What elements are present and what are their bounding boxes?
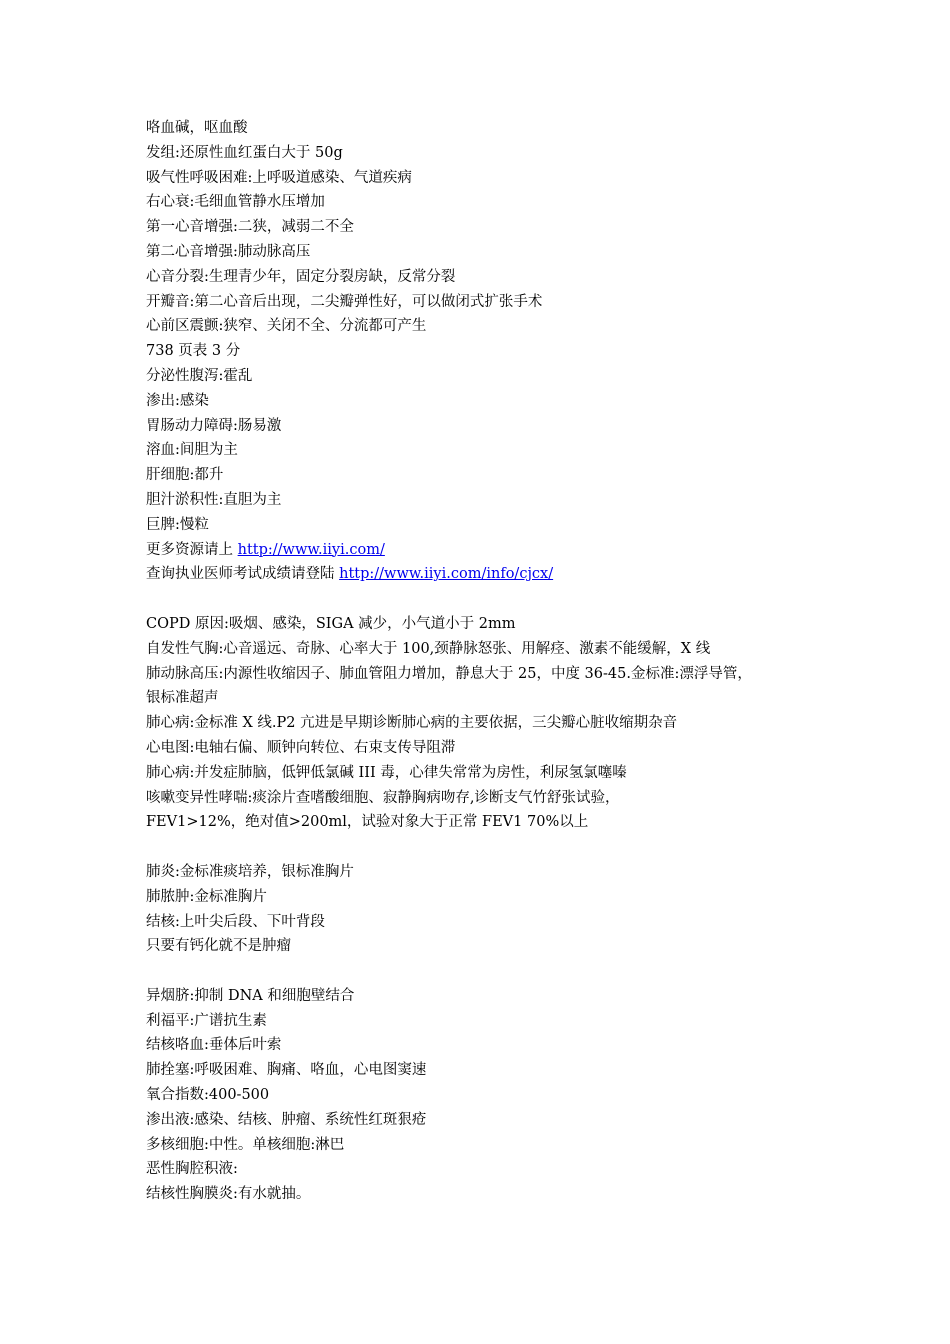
section-drugs-effusion [146,984,826,1207]
text-line: 渗出:感染 [146,392,209,409]
section-pneumonia-tb [146,860,826,959]
text-line: 第一心音增强:二狭，减弱二不全 [146,219,354,236]
text-line: 只要有钙化就不是肿瘤 [146,938,291,955]
text-line: 结核性胸膜炎:有水就抽。 [146,1186,311,1203]
text-line: 结核咯血:垂体后叶索 [146,1037,282,1054]
resource-prefix: 更多资源请上 [146,541,238,558]
text-line: 氧合指数:400-500 [146,1087,270,1104]
text-line: 第二心音增强:肺动脉高压 [146,243,311,260]
score-query-link[interactable]: http://www.iiyi.com/info/cjcx/ [339,566,554,583]
text-line: 咳嗽变异性哮喘:痰涂片查嗜酸细胞、寂静胸病吻存,诊断支气竹舒张试验， [146,789,620,806]
text-line: 738 页表 3 分 [146,343,241,360]
blank-line [146,835,826,860]
text-line: 巨脾:慢粒 [146,516,209,533]
text-line: 肺动脉高压:内源性收缩因子、肺血管阻力增加，静息大于 25，中度 36-45.金标准:漂浮导管， [146,665,752,682]
text-line: 利福平:广谱抗生素 [146,1012,267,1029]
score-query-line [146,562,826,587]
text-line: 溶血:间胆为主 [146,442,238,459]
text-line: 发组:还原性血红蛋白大于 50g [146,144,343,161]
blank-line [146,587,826,612]
text-line: 肺心病:金标准 X 线.P2 亢进是早期诊断肺心病的主要依据，三尖瓣心脏收缩期杂音 [146,715,678,732]
text-line: 肺拴塞:呼吸困难、胸痛、咯血，心电图窦速 [146,1062,427,1079]
text-line: 结核:上叶尖后段、下叶背段 [146,913,325,930]
text-line: 渗出液:感染、结核、肿瘤、系统性红斑狠疮 [146,1111,427,1128]
resource-link[interactable]: http://www.iiyi.com/ [237,541,385,558]
text-line: 肝细胞:都升 [146,467,224,484]
text-line: 分泌性腹泻:霍乱 [146,367,253,384]
text-line: 银标准超声 [146,690,219,707]
blank-line [146,959,826,984]
text-line: 自发性气胸:心音遥远、奇脉、心率大于 100,颈静脉怒张、用解痉、激素不能缓解，X 线 [146,640,711,657]
text-line: 肺心病:并发症肺脑，低钾低氯碱 III 毒，心律失常常为房性，利尿氢氯噻嗪 [146,764,627,781]
text-line: 心电图:电轴右偏、顺钟向转位、右束支传导阻滞 [146,739,456,756]
text-line: COPD 原因:吸烟、感染，SIGA 减少，小气道小于 2mm [146,615,516,632]
text-line: 咯血碱，呕血酸 [146,120,248,136]
score-query-prefix: 查询执业医师考试成绩请登陆 [146,566,340,583]
text-line: 胆汁淤积性:直胆为主 [146,491,282,508]
text-line: 肺脓肿:金标准胸片 [146,888,267,905]
text-line: 肺炎:金标准痰培养，银标准胸片 [146,863,354,880]
text-line: 异烟脐:抑制 DNA 和细胞壁结合 [146,987,355,1004]
text-line: 右心衰:毛细血管静水压增加 [146,194,325,211]
text-line: 恶性胸腔积液: [146,1161,238,1178]
text-line: 多核细胞:中性。单核细胞:淋巴 [146,1136,345,1153]
section-cardio-digestive [146,116,826,587]
document-page [146,116,826,1207]
text-line: FEV1>12%，绝对值>200ml，试验对象大于正常 FEV1 70%以上 [146,814,589,831]
text-line: 胃肠动力障碍:肠易激 [146,417,282,434]
resource-line [146,538,826,563]
text-line: 心前区震颤:狭窄、关闭不全、分流都可产生 [146,318,427,335]
text-line: 心音分裂:生理青少年，固定分裂房缺，反常分裂 [146,268,456,285]
section-respiratory [146,612,826,835]
text-line: 吸气性呼吸困难:上呼吸道感染、气道疾病 [146,169,412,186]
text-line: 开瓣音:第二心音后出现，二尖瓣弹性好，可以做闭式扩张手术 [146,293,543,310]
